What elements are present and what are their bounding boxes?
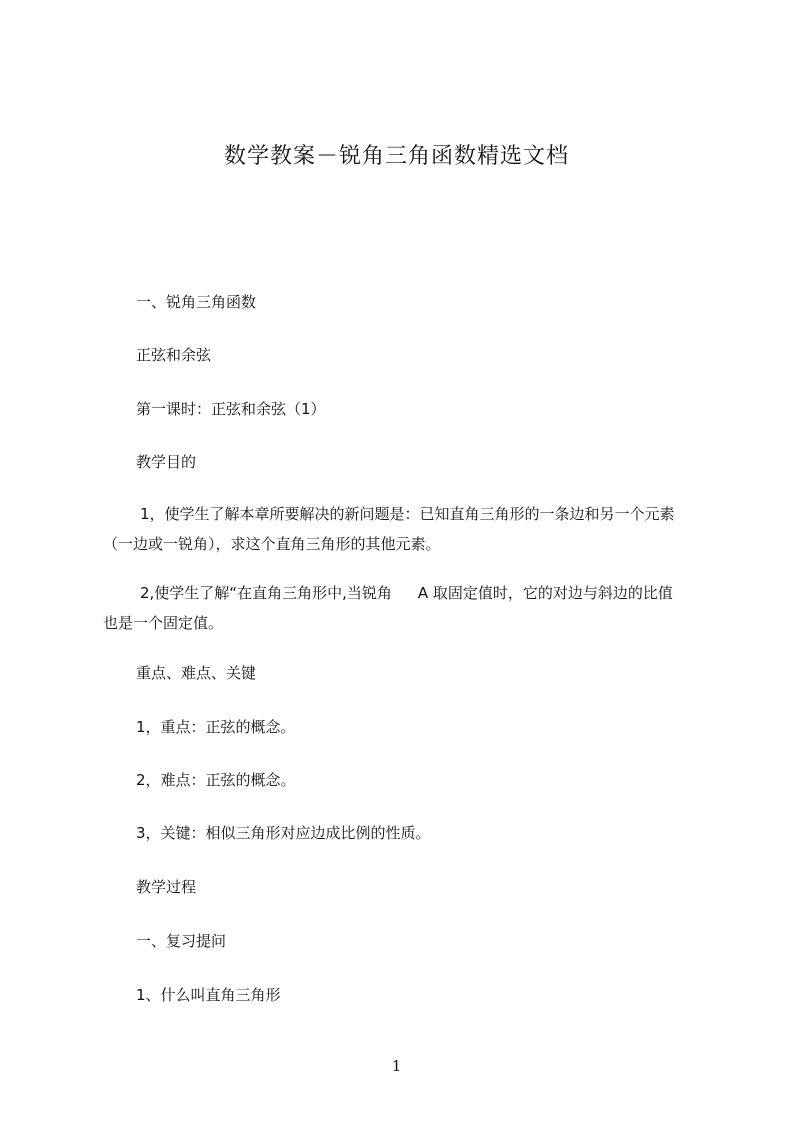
keypoint-3: 3，关键：相似三角形对应边成比例的性质。 [136, 824, 431, 842]
objective-2-line-1 [103, 578, 713, 608]
subheading: 正弦和余弦 [136, 346, 212, 364]
review-heading: 一、复习提问 [136, 932, 227, 950]
process-heading: 教学过程 [136, 878, 197, 896]
objective-1-paragraph [103, 499, 713, 559]
objective-1-line-2: （一边或一锐角），求这个直角三角形的其他元素。 [103, 535, 441, 553]
keypoint-2: 2，难点：正弦的概念。 [136, 771, 296, 789]
keypoints-heading: 重点、难点、关键 [136, 664, 257, 682]
objectives-heading: 教学目的 [136, 453, 197, 471]
keypoint-1: 1，重点：正弦的概念。 [136, 718, 296, 736]
lesson-heading: 第一课时：正弦和余弦（1） [136, 400, 326, 418]
objective-1-line-1: 1，使学生了解本章所要解决的新问题是：已知直角三角形的一条边和另一个元素 [140, 505, 675, 523]
page-number: 1 [391, 1057, 402, 1075]
section-heading: 一、锐角三角函数 [136, 293, 257, 311]
objective-2-part-2: A 取固定值时，它的对边与斜边的比值 [417, 584, 673, 602]
question-1: 1、什么叫直角三角形 [136, 986, 281, 1004]
objective-2-part-1: 2,使学生了解“在直角三角形中,当锐角 [140, 584, 392, 602]
document-title: 数学教案－锐角三角函数精选文档 [223, 144, 569, 169]
objective-2-paragraph [103, 578, 713, 638]
objective-2-line-2: 也是一个固定值。 [103, 614, 224, 632]
